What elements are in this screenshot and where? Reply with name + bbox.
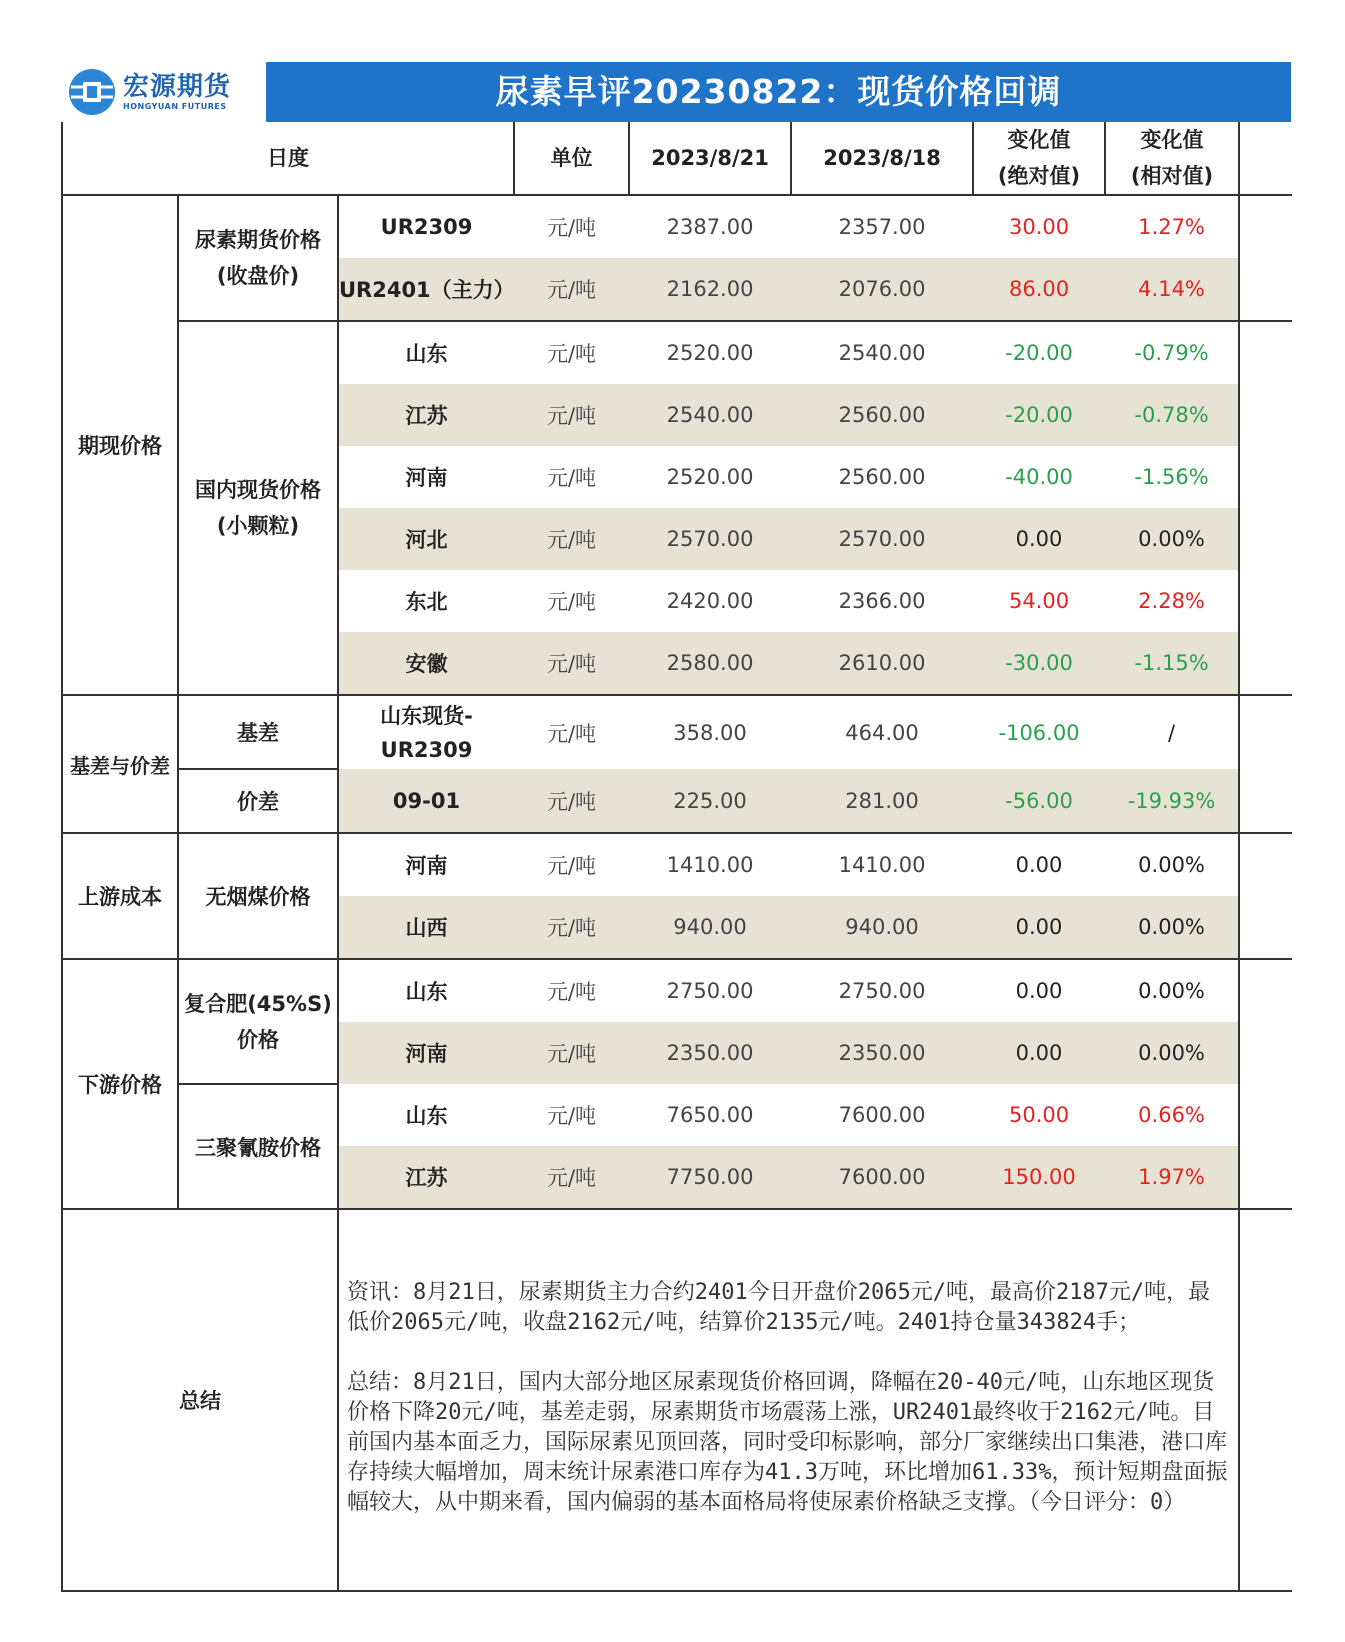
value-date2: 7600.00 (791, 1146, 973, 1209)
col-header-date1: 2023/8/21 (629, 122, 791, 195)
subgroup-label: 无烟煤价格 (178, 833, 338, 959)
item-name: 河南 (338, 1022, 514, 1084)
change-rel-line2: (相对值) (1130, 164, 1214, 188)
change-abs: 0.00 (973, 896, 1105, 959)
value-date1: 2750.00 (666, 979, 754, 1003)
value-date2: 2560.00 (838, 465, 926, 489)
report-sheet (61, 62, 1291, 1592)
value-date1: 2420.00 (666, 589, 754, 613)
group-label: 期现价格 (62, 195, 178, 695)
unit-cell: 元/吨 (514, 632, 629, 695)
change-rel-line1: 变化值 (1140, 128, 1204, 152)
change-rel: -0.78% (1105, 384, 1239, 446)
unit-cell: 元/吨 (546, 466, 597, 490)
logo-chinese-name: 宏源期货 (123, 72, 232, 102)
unit-cell: 元/吨 (546, 854, 597, 878)
table-row (62, 1084, 1292, 1146)
value-date1: 358.00 (673, 720, 747, 745)
col-header-change-abs (973, 122, 1105, 195)
item-name: 09-01 (338, 769, 514, 833)
item-name: 江苏 (338, 1146, 514, 1209)
item-name: 山东 (405, 342, 448, 366)
change-rel: 0.00% (1105, 833, 1239, 896)
change-abs: 150.00 (973, 1146, 1105, 1209)
change-abs: -30.00 (973, 632, 1105, 695)
unit-cell: 元/吨 (546, 590, 597, 614)
col-header-unit: 单位 (514, 122, 629, 195)
item-name: 山西 (338, 896, 514, 959)
change-abs: -20.00 (1005, 341, 1073, 365)
subgroup-label: 尿素期货价格 (收盘价) (178, 195, 338, 321)
change-rel: 0.00% (1105, 959, 1239, 1022)
change-abs: 0.00 (973, 1022, 1105, 1084)
price-table (61, 122, 1292, 1592)
change-rel: 1.27% (1105, 195, 1239, 258)
item-name: 河北 (338, 508, 514, 570)
item-name: 东北 (405, 590, 448, 614)
table-row (62, 695, 1292, 769)
company-logo (61, 62, 266, 122)
item-name: 安徽 (338, 632, 514, 695)
value-date1: 7650.00 (666, 1103, 754, 1127)
value-date2: 2540.00 (838, 341, 926, 365)
unit-cell: 元/吨 (514, 508, 629, 570)
change-rel: -0.79% (1105, 321, 1239, 384)
table-row (62, 959, 1292, 1022)
change-abs: 86.00 (973, 258, 1105, 321)
value-date1: 225.00 (629, 769, 791, 833)
unit-cell: 元/吨 (514, 769, 629, 833)
table-row (62, 195, 1292, 258)
change-rel: 0.00% (1105, 508, 1239, 570)
value-date1: 940.00 (629, 896, 791, 959)
table-row (62, 321, 1292, 384)
value-date2: 2350.00 (791, 1022, 973, 1084)
unit-cell: 元/吨 (546, 342, 597, 366)
unit-cell: 元/吨 (514, 258, 629, 321)
summary-row (62, 1209, 1292, 1591)
unit-cell: 元/吨 (546, 980, 597, 1004)
value-date2: 2366.00 (838, 589, 926, 613)
value-date1: 2520.00 (666, 341, 754, 365)
value-date2: 2560.00 (791, 384, 973, 446)
item-name: 山东现货- UR2309 (380, 703, 473, 762)
item-name: 河南 (405, 854, 448, 878)
subgroup-label: 复合肥(45%S) 价格 (178, 959, 338, 1084)
change-rel: 1.97% (1105, 1146, 1239, 1209)
change-abs-line2: (绝对值) (997, 164, 1081, 188)
col-header-date2: 2023/8/18 (791, 122, 973, 195)
group-label: 基差与价差 (62, 695, 178, 833)
report-header (61, 62, 1291, 122)
item-name: 山东 (405, 980, 448, 1004)
change-abs-line1: 变化值 (1007, 128, 1071, 152)
unit-cell: 元/吨 (546, 216, 597, 240)
change-abs: -40.00 (1005, 465, 1073, 489)
logo-mark-icon (67, 67, 117, 117)
change-rel: 0.00% (1105, 1022, 1239, 1084)
value-date2: 2076.00 (791, 258, 973, 321)
subgroup-label: 基差 (178, 695, 338, 769)
unit-cell: 元/吨 (514, 1022, 629, 1084)
value-date2: 464.00 (845, 720, 919, 745)
change-abs: 0.00 (1015, 979, 1063, 1003)
group-label: 上游成本 (62, 833, 178, 959)
summary-news: 资讯：8月21日，尿素期货主力合约2401今日开盘价2065元/吨，最高价2187元/吨，最低价2065元/吨，收盘2162元/吨，结算价2135元/吨。2401持仓量343824手； (347, 1280, 1211, 1335)
change-abs: -106.00 (998, 720, 1080, 745)
change-abs: 54.00 (1008, 589, 1070, 613)
value-date2: 281.00 (791, 769, 973, 833)
subgroup-label: 价差 (178, 769, 338, 833)
value-date2: 1410.00 (838, 853, 926, 877)
value-date1: 2540.00 (629, 384, 791, 446)
change-rel: 0.00% (1105, 896, 1239, 959)
item-name: UR2401（主力） (338, 258, 514, 321)
value-date2: 2610.00 (791, 632, 973, 695)
item-name: 江苏 (338, 384, 514, 446)
logo-english-name: HONGYUAN FUTURES (123, 102, 227, 111)
subgroup-label: 三聚氰胺价格 (178, 1084, 338, 1209)
value-date1: 2350.00 (629, 1022, 791, 1084)
value-date1: 7750.00 (629, 1146, 791, 1209)
change-abs: 0.00 (973, 508, 1105, 570)
summary-text (338, 1209, 1239, 1591)
change-rel: 2.28% (1105, 570, 1239, 632)
change-abs: 30.00 (1008, 215, 1070, 239)
unit-cell: 元/吨 (514, 896, 629, 959)
change-rel: -1.56% (1105, 446, 1239, 508)
change-abs: 0.00 (1015, 853, 1063, 877)
value-date1: 2520.00 (666, 465, 754, 489)
item-name: UR2309 (380, 215, 473, 239)
value-date2: 940.00 (791, 896, 973, 959)
summary-label: 总结 (62, 1209, 338, 1591)
unit-cell: 元/吨 (514, 1146, 629, 1209)
change-rel: / (1105, 695, 1239, 769)
change-abs: 50.00 (1008, 1103, 1070, 1127)
unit-cell: 元/吨 (546, 1104, 597, 1128)
value-date2: 2357.00 (838, 215, 926, 239)
value-date1: 1410.00 (666, 853, 754, 877)
value-date2: 2570.00 (791, 508, 973, 570)
report-title: 尿素早评20230822：现货价格回调 (495, 72, 1062, 111)
change-rel: -1.15% (1105, 632, 1239, 695)
col-header-change-rel (1105, 122, 1239, 195)
group-label: 下游价格 (62, 959, 178, 1209)
value-date1: 2570.00 (629, 508, 791, 570)
value-date1: 2387.00 (666, 215, 754, 239)
table-row (62, 833, 1292, 896)
value-date1: 2162.00 (629, 258, 791, 321)
item-name: 河南 (405, 466, 448, 490)
summary-conclusion: 总结：8月21日，国内大部分地区尿素现货价格回调，降幅在20-40元/吨，山东地区现货价格下降20元/吨，基差走弱，尿素期货市场震荡上涨，UR2401最终收于2162元/吨。目前国内基本面乏力，国际尿素见顶回落，同时受印标影响，部分厂家继续出口集港，港口库存持续大幅增加，周末统计尿素港口库存为41.3万吨，环比增加61.33%，预计短期盘面振幅较大，从中期来看，国内偏弱的基本面格局将使尿素价格缺乏支撑。（今日评分：0） (347, 1370, 1228, 1515)
value-date1: 2580.00 (629, 632, 791, 695)
item-name: 山东 (405, 1104, 448, 1128)
value-date2: 2750.00 (838, 979, 926, 1003)
change-rel: -19.93% (1105, 769, 1239, 833)
change-abs: -56.00 (973, 769, 1105, 833)
change-abs: -20.00 (973, 384, 1105, 446)
table-row (62, 769, 1292, 833)
col-header-dimension: 日度 (62, 122, 514, 195)
unit-cell: 元/吨 (546, 721, 597, 746)
value-date2: 7600.00 (838, 1103, 926, 1127)
unit-cell: 元/吨 (514, 384, 629, 446)
subgroup-label: 国内现货价格 (小颗粒) (178, 321, 338, 695)
change-rel: 4.14% (1105, 258, 1239, 321)
change-rel: 0.66% (1105, 1084, 1239, 1146)
